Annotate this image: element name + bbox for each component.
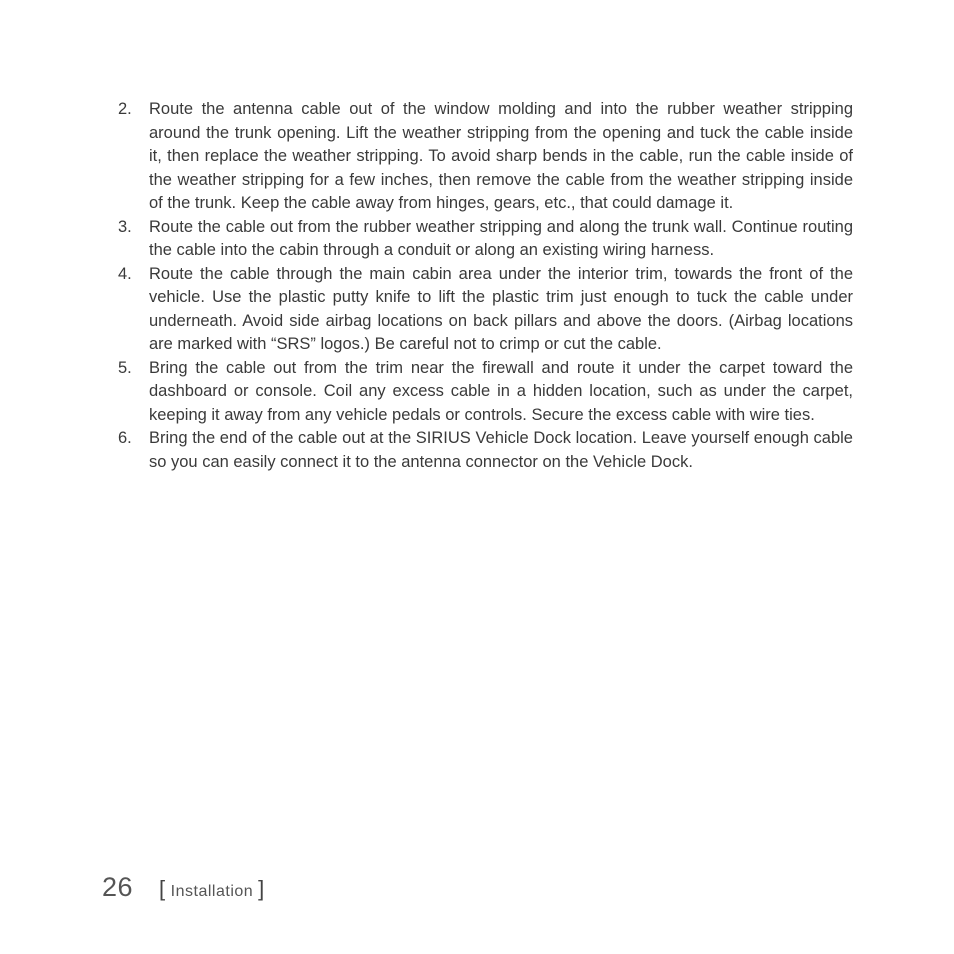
step-number: 3. — [118, 217, 132, 236]
instruction-steps — [118, 98, 853, 474]
step-text: Route the cable out from the rubber weather stripping and along the trunk wall. Continue routing the cable into the cabin through a conduit or along an existing wiring harness. — [149, 217, 853, 259]
step-number: 5. — [118, 358, 132, 377]
step-number: 2. — [118, 100, 132, 118]
step-item — [118, 263, 853, 357]
step-item — [118, 216, 853, 263]
bracket-close: ] — [258, 876, 265, 901]
page-number: 26 — [102, 872, 134, 902]
page-footer — [102, 872, 265, 903]
bracket-open: [ — [159, 876, 166, 901]
step-item — [118, 98, 853, 216]
step-number: 4. — [118, 264, 132, 283]
step-number: 6. — [118, 429, 132, 447]
step-item — [118, 357, 853, 428]
step-text: Route the antenna cable out of the window molding and into the rubber weather stripping around the trunk opening. Lift the weather stripping from the opening and tuck the cable inside it, then replace the weather stripping. To avoid sharp bends in the cable, run the cable inside of the weather stripping for a few inches, then remove the cable from the weather stripping inside of the trunk. Keep the cable away from hinges, gears, etc., that could damage it. — [149, 100, 853, 212]
step-item — [118, 427, 853, 474]
section-label — [159, 876, 265, 902]
step-text: Bring the end of the cable out at the SIRIUS Vehicle Dock location. Leave yourself enough cable so you can easily connect it to the antenna connector on the Vehicle Dock. — [149, 429, 853, 471]
step-text: Route the cable through the main cabin area under the interior trim, towards the front of the vehicle. Use the plastic putty knife to lift the plastic trim just enough to tuck the cable under underneath. Avoid side airbag locations on back pillars and above the doors. (Airbag locations are marked with “SRS” logos.) Be careful not to crimp or cut the cable. — [149, 264, 853, 353]
step-text: Bring the cable out from the trim near the firewall and route it under the carpet toward the dashboard or console. Coil any excess cable in a hidden location, such as under the carpet, keeping it away from any vehicle pedals or controls. Secure the excess cable with wire ties. — [149, 358, 853, 424]
section-name: Installation — [170, 883, 254, 900]
